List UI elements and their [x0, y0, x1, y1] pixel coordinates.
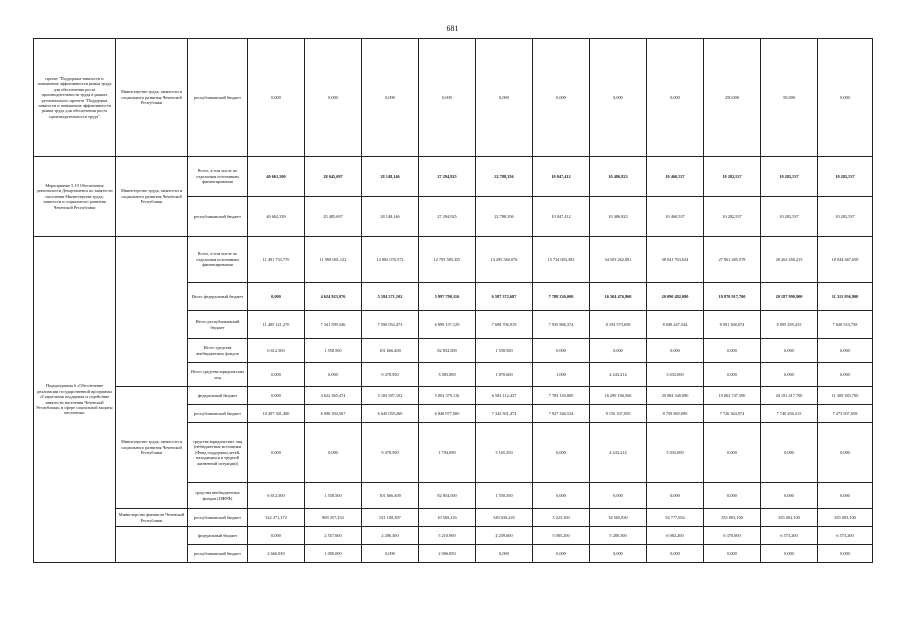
table-row	[34, 39, 873, 157]
value-cell: 28 148,146	[362, 197, 419, 237]
value-cell: 4 259,600	[476, 527, 533, 545]
value-cell: 0,000	[590, 545, 647, 563]
value-cell: 9 478,500	[362, 423, 419, 483]
value-cell: 0,000	[590, 39, 647, 157]
value-cell: 82 854,500	[419, 483, 476, 509]
value-cell: 22 788,356	[476, 197, 533, 237]
value-cell: 7 726 364,974	[704, 405, 761, 423]
executor-cell: Министерство труда, занятости и социального развития Чеченской Республики	[116, 387, 188, 509]
value-cell: 6 583 112,437	[476, 387, 533, 405]
value-cell: 1 558,500	[305, 339, 362, 363]
page-number: 681	[446, 24, 459, 33]
value-cell: 5 280,300	[590, 527, 647, 545]
value-cell: 0,000	[305, 363, 362, 387]
value-cell: 0,000	[818, 339, 873, 363]
value-cell: 25 485,697	[305, 197, 362, 237]
value-cell: 0,000	[248, 387, 305, 405]
value-cell: 28 148,146	[362, 157, 419, 197]
value-cell: 3 223,100	[533, 509, 590, 527]
value-cell: 27 294,925	[419, 157, 476, 197]
value-cell: 15 734 003,383	[533, 237, 590, 283]
value-cell: 5 183 587,102	[362, 387, 419, 405]
value-cell: 2 286,300	[362, 527, 419, 545]
value-cell: 20 187 990,900	[761, 283, 818, 311]
value-cell: 10 497 301,400	[248, 405, 305, 423]
value-cell: 1,000	[533, 363, 590, 387]
value-cell: 19 870 917,700	[704, 283, 761, 311]
value-cell: 0,000	[761, 339, 818, 363]
value-cell: 0,000	[305, 39, 362, 157]
value-cell: 10 282,537	[761, 157, 818, 197]
value-cell: 0,000	[362, 39, 419, 157]
value-cell: 11 315 956,900	[818, 283, 873, 311]
value-cell: 10 460,537	[647, 197, 704, 237]
table-row	[34, 527, 873, 545]
value-cell: 10 047,412	[533, 157, 590, 197]
value-cell: 10 282,537	[818, 197, 873, 237]
value-cell: 8 091 368,074	[704, 311, 761, 339]
value-cell: 355 003,100	[704, 509, 761, 527]
value-cell: 0,000	[476, 39, 533, 157]
value-cell: 10 460,537	[647, 157, 704, 197]
value-cell: 10 282,537	[704, 157, 761, 197]
value-cell: 16 299 196,560	[590, 387, 647, 405]
value-cell: 5 997 790,116	[419, 283, 476, 311]
value-cell: 522 371,172	[248, 509, 305, 527]
value-cell: 0,000	[419, 39, 476, 157]
value-cell: 1 870,600	[476, 363, 533, 387]
value-cell: 521 108,387	[362, 509, 419, 527]
value-cell: 6 612,500	[248, 483, 305, 509]
value-cell: 6 587 372,687	[476, 283, 533, 311]
value-cell: 7 628 510,758	[818, 311, 873, 339]
value-cell: 5 802 379,116	[419, 387, 476, 405]
value-cell: 0,000	[590, 483, 647, 509]
value-cell: 0,000	[818, 545, 873, 563]
funding-source-cell: Итого средства юридических лиц	[188, 363, 248, 387]
value-cell: 0,000	[818, 39, 873, 157]
funding-source-cell: Всего, в том числе по отдельным источникам финансирования	[188, 237, 248, 283]
executor-cell	[116, 527, 188, 563]
value-cell: 8 194 573,658	[590, 311, 647, 339]
value-cell: 1 794,690	[419, 423, 476, 483]
value-cell: 28 263 456,215	[761, 237, 818, 283]
value-cell: 5 033,000	[647, 423, 704, 483]
value-cell: 6 612,500	[248, 339, 305, 363]
value-cell: 2 006,850	[419, 545, 476, 563]
value-cell: 6 370,000	[704, 527, 761, 545]
funding-source-cell: республиканский бюджет	[188, 39, 248, 157]
value-cell: 2 666,030	[248, 545, 305, 563]
value-cell: 349 036,245	[476, 509, 533, 527]
value-cell: 40 662,339	[248, 197, 305, 237]
value-cell: 5 085,200	[533, 527, 590, 545]
value-cell: 101 666,400	[362, 339, 419, 363]
table-row	[34, 509, 873, 527]
table-row	[34, 157, 873, 197]
value-cell: 27 294,925	[419, 197, 476, 237]
value-cell: 7 273 507,658	[818, 405, 873, 423]
value-cell: 355 002,100	[761, 509, 818, 527]
value-cell: 0,000	[818, 483, 873, 509]
value-cell: 6 848 977,000	[419, 405, 476, 423]
executor-cell: Министерство финансов Чеченской Республики	[116, 509, 188, 527]
value-cell: 6 082,200	[647, 527, 704, 545]
funding-source-cell: республиканский бюджет	[188, 545, 248, 563]
executor-cell: Министерство труда, занятости и социального развития Чеченской Республики	[116, 157, 188, 237]
value-cell: 10 486,823	[590, 157, 647, 197]
value-cell: 7 927 346,524	[533, 405, 590, 423]
value-cell: 50,000	[761, 39, 818, 157]
budget-table	[33, 38, 873, 563]
value-cell: 54 777,654	[647, 509, 704, 527]
funding-source-cell: республиканский бюджет	[188, 197, 248, 237]
value-cell: 10 282,537	[761, 197, 818, 237]
value-cell: 0,000	[305, 423, 362, 483]
value-cell: 19 863 747,500	[704, 387, 761, 405]
value-cell: 12 882 076,573	[362, 237, 419, 283]
value-cell: 20 181 417,700	[761, 387, 818, 405]
value-cell: 0,000	[590, 339, 647, 363]
value-cell: 0,000	[647, 339, 704, 363]
value-cell: 1 558,500	[476, 483, 533, 509]
value-cell: 0,000	[533, 339, 590, 363]
value-cell: 3 033,000	[647, 363, 704, 387]
value-cell: 0,000	[704, 423, 761, 483]
value-cell: 22 788,356	[476, 157, 533, 197]
value-cell: 0,000	[704, 339, 761, 363]
value-cell: 101 666,400	[362, 483, 419, 509]
funding-source-cell: Итого федеральный бюджет	[188, 283, 248, 311]
value-cell: 8 848 247,544	[647, 311, 704, 339]
value-cell: 355 003,100	[818, 509, 873, 527]
value-cell: 10 047,412	[533, 197, 590, 237]
value-cell: 7 740 456,215	[761, 405, 818, 423]
value-cell: 0,000	[476, 545, 533, 563]
program-name-cell: проект "Поддержка занятости и повышение эффективности рынка труда для обеспечения роста производительности труда в рамках регионального проекта "Поддержка занятости и повышение эффективности рынка труда для обеспечения роста производительности труда"	[34, 39, 116, 157]
value-cell: 8 095 459,415	[761, 311, 818, 339]
value-cell: 11 485 121,270	[248, 311, 305, 339]
value-cell: 0,000	[818, 363, 873, 387]
value-cell: 14 295 560,076	[476, 237, 533, 283]
value-cell: 0,000	[248, 283, 305, 311]
value-cell: 6 573,200	[761, 527, 818, 545]
funding-source-cell: средства юридических лиц (небюджетные источники (Фонд поддержки детей, находящихся в трудной жизненной ситуации))	[188, 423, 248, 483]
value-cell: 16 304 476,860	[590, 283, 647, 311]
value-cell: 0,000	[533, 483, 590, 509]
value-cell: 28 645,697	[305, 157, 362, 197]
value-cell: 10 569,216	[419, 509, 476, 527]
value-cell: 0,000	[761, 483, 818, 509]
value-cell: 0,000	[761, 363, 818, 387]
table-row	[34, 387, 873, 405]
value-cell: 4 243,214	[590, 363, 647, 387]
value-cell: 8 759 865,690	[647, 405, 704, 423]
value-cell: 3 083,800	[419, 363, 476, 387]
value-cell: 6 899 157,129	[419, 311, 476, 339]
value-cell: 11 491 733,770	[248, 237, 305, 283]
value-cell: 1 558,500	[476, 339, 533, 363]
value-cell: 1 000,000	[305, 545, 362, 563]
value-cell: 0,000	[761, 423, 818, 483]
table-row	[34, 237, 873, 283]
value-cell: 10 282,537	[704, 197, 761, 237]
value-cell: 7 342 301,474	[476, 405, 533, 423]
value-cell: 869 357,253	[305, 509, 362, 527]
value-cell: 4 622 365,474	[305, 387, 362, 405]
value-cell: 6 573,200	[818, 527, 873, 545]
value-cell: 7 935 866,374	[533, 311, 590, 339]
value-cell: 34 503 262,881	[590, 237, 647, 283]
value-cell: 6 645 059,260	[362, 405, 419, 423]
funding-source-cell: средства внебюджетных фондов (ПФРФ)	[188, 483, 248, 509]
executor-cell	[116, 237, 188, 387]
value-cell: 20 084 340,080	[647, 387, 704, 405]
value-cell: 12 795 585,355	[419, 237, 476, 283]
value-cell: 27 961 485,578	[704, 237, 761, 283]
value-cell: 10 282,537	[818, 157, 873, 197]
value-cell: 0,000	[533, 545, 590, 563]
value-cell: 0,000	[704, 363, 761, 387]
value-cell: 0,000	[704, 483, 761, 509]
value-cell: 5 184 571,102	[362, 283, 419, 311]
value-cell: 4 624 923,976	[305, 283, 362, 311]
program-name-cell: Мероприятие 5.19 Обеспечение деятельности Департамента по занятости населения Министерства труда, занятости и социального развития Чеченской Республики	[34, 157, 116, 237]
value-cell: 6 006 394,567	[305, 405, 362, 423]
value-cell: 0,000	[647, 483, 704, 509]
value-cell: 0,000	[704, 545, 761, 563]
funding-source-cell: Итого республиканский бюджет	[188, 311, 248, 339]
value-cell: 0,000	[248, 39, 305, 157]
value-cell: 10 486,823	[590, 197, 647, 237]
value-cell: 38 941 763,624	[647, 237, 704, 283]
value-cell: 11 968 081,122	[305, 237, 362, 283]
value-cell: 20 090 482,080	[647, 283, 704, 311]
funding-source-cell: федеральный бюджет	[188, 387, 248, 405]
value-cell: 40 661,500	[248, 157, 305, 197]
value-cell: 4 243,214	[590, 423, 647, 483]
value-cell: 0,000	[647, 39, 704, 157]
value-cell: 0,000	[533, 39, 590, 157]
value-cell: 9 478,500	[362, 363, 419, 387]
value-cell: 2 557,600	[305, 527, 362, 545]
value-cell: 11 309 383,700	[818, 387, 873, 405]
value-cell: 3 165,350	[476, 423, 533, 483]
value-cell: 82 854,500	[419, 339, 476, 363]
value-cell: 7 341 599,346	[305, 311, 362, 339]
executor-cell: Министерство труда, занятости и социального развития Чеченской Республики	[116, 39, 188, 157]
value-cell: 0,000	[248, 423, 305, 483]
value-cell: 250,000	[704, 39, 761, 157]
value-cell: 0,000	[647, 545, 704, 563]
subprogram-name-cell: Подпрограмма 6 «Обеспечение реализации государственной программы «Социальная поддержка и содействие занятости населения Чеченской Республики» в сфере социальной защиты населения»	[34, 237, 116, 563]
value-cell: 5 210,900	[419, 527, 476, 545]
value-cell: 1 558,500	[305, 483, 362, 509]
value-cell: 7 783 150,800	[533, 387, 590, 405]
value-cell: 0,000	[248, 363, 305, 387]
funding-source-cell: Всего, в том числе по отдельным источникам финансирования	[188, 157, 248, 197]
value-cell: 0,000	[533, 423, 590, 483]
value-cell: 0,000	[362, 545, 419, 563]
funding-source-cell: республиканский бюджет	[188, 405, 248, 423]
value-cell: 8 156 337,050	[590, 405, 647, 423]
funding-source-cell: республиканский бюджет	[188, 509, 248, 527]
value-cell: 7 590 052,473	[362, 311, 419, 339]
value-cell: 34 565,830	[590, 509, 647, 527]
funding-source-cell: Итого средства внебюджетных фондов	[188, 339, 248, 363]
value-cell: 7 788 236,000	[533, 283, 590, 311]
funding-source-cell: федеральный бюджет	[188, 527, 248, 545]
value-cell: 7 698 706,919	[476, 311, 533, 339]
value-cell: 0,000	[248, 527, 305, 545]
value-cell: 0,000	[818, 423, 873, 483]
value-cell: 0,000	[761, 545, 818, 563]
value-cell: 18 944 467,658	[818, 237, 873, 283]
